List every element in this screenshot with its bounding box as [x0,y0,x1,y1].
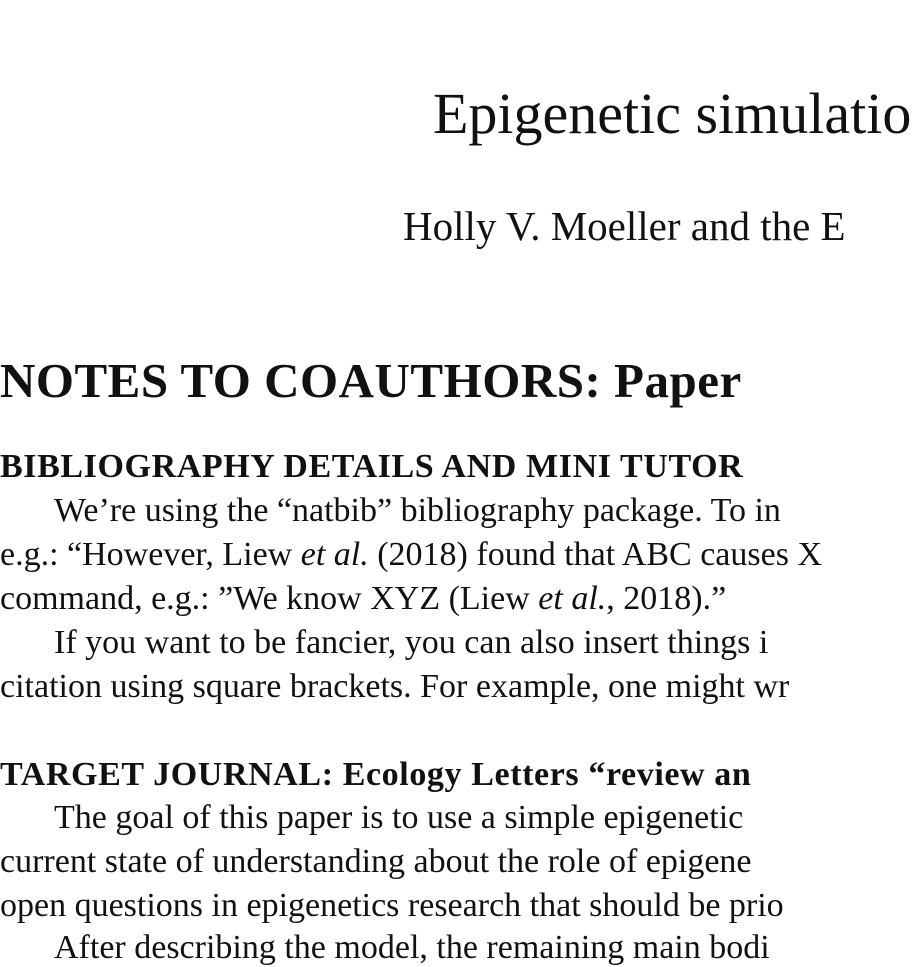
target-journal-heading: TARGET JOURNAL: Ecology Letters “review an [0,756,752,793]
text-span: , 2018).” [606,580,727,617]
bib-paragraph-2-line-1: If you want to be fancier, you can also insert things i [54,624,769,661]
italic-span: et al. [300,536,369,573]
bib-paragraph-1-line-3 [0,580,726,618]
target-paragraph-line-4: After describing the model, the remaining main bodi [54,929,770,966]
text-span: command, e.g.: ”We know XYZ (Liew [0,580,539,617]
target-paragraph-line-2: current state of understanding about the role of epigene [0,843,752,880]
document-authors: Holly V. Moeller and the E [403,203,846,249]
text-span: e.g.: “However, Liew [0,536,301,573]
bib-paragraph-1-line-2 [0,536,822,574]
bibliography-heading: BIBLIOGRAPHY DETAILS AND MINI TUTOR [0,448,744,485]
bib-paragraph-2-line-2: citation using square brackets. For example, one might wr [0,668,790,705]
target-paragraph-line-3: open questions in epigenetics research that should be prio [0,887,784,924]
notes-heading: NOTES TO COAUTHORS: Paper [0,353,742,408]
text-span: (2018) found that ABC causes X [368,536,823,573]
document-title: Epigenetic simulatio [433,81,912,146]
italic-span: et al. [538,580,607,617]
target-paragraph-line-1: The goal of this paper is to use a simple epigenetic [54,799,744,836]
bib-paragraph-1-line-1: We’re using the “natbib” bibliography package. To in [54,492,781,529]
